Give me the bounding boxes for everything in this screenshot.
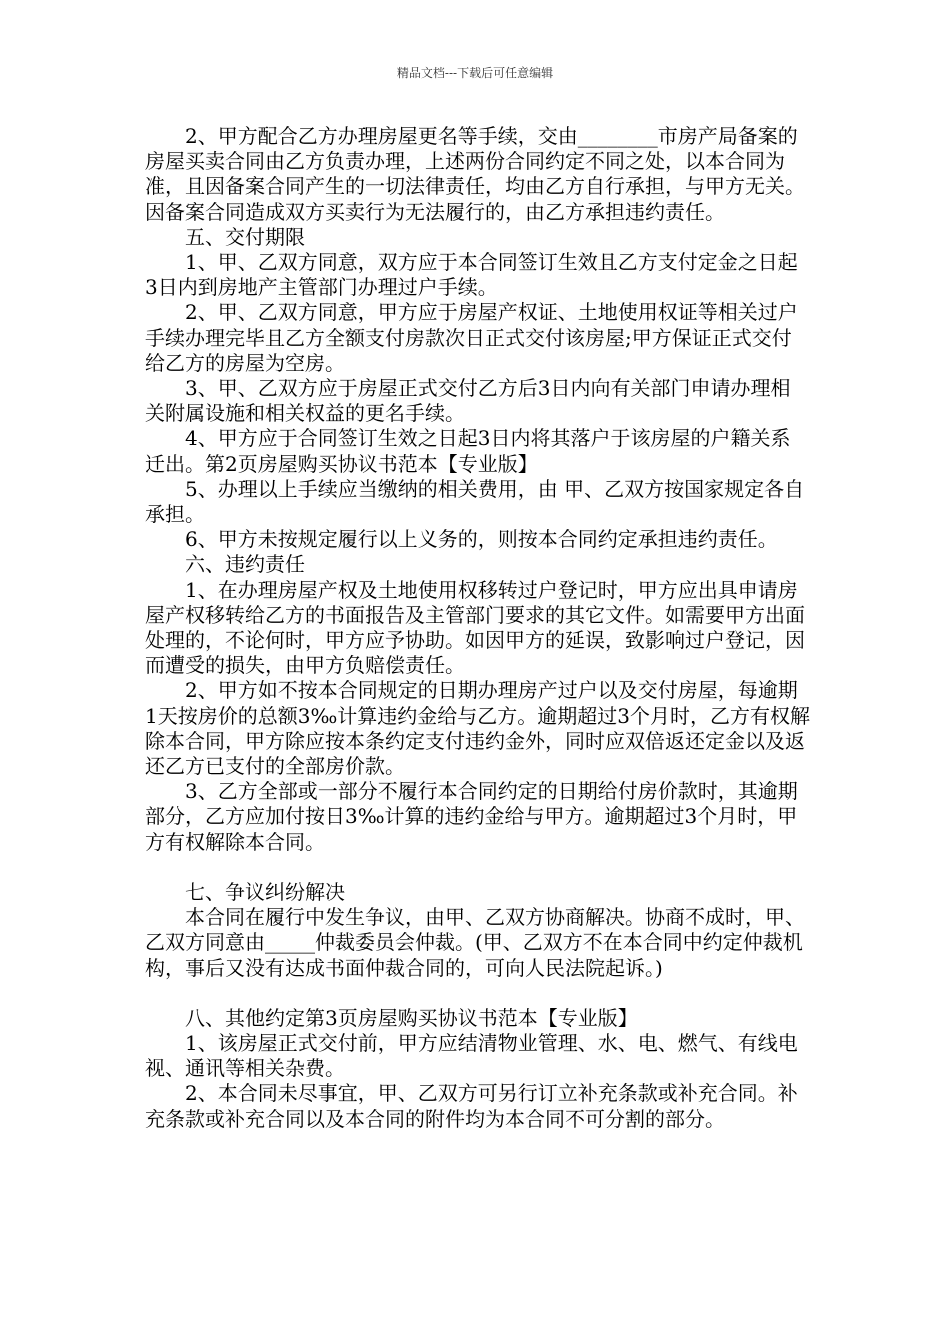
section-6-heading: 六、违约责任	[185, 552, 305, 577]
clause-6-2: 2、甲方如不按本合同规定的日期办理房产过户以及交付房屋，每逾期1天按房价的总额3‰计算违约金给与乙方。逾期超过3个月时，乙方有权解除本合同，甲方除应按本条约定支付违约金外，同时应双倍返还定金以及返还乙方已支付的全部房价款。	[145, 678, 811, 779]
page-header: 精品文档---下载后可任意编辑	[396, 66, 554, 80]
section-7-heading: 七、争议纠纷解决	[185, 879, 345, 904]
clause-4-2: 2、甲方配合乙方办理房屋更名等手续，交由________市房产局备案的房屋买卖合同由乙方负责办理，上述两份合同约定不同之处，以本合同为准，且因备案合同产生的一切法律责任，均由乙方自行承担，与甲方无关。因备案合同造成双方买卖行为无法履行的，由乙方承担违约责任。	[145, 124, 805, 224]
clause-6-3: 3、乙方全部或一部分不履行本合同约定的日期给付房价款时，其逾期部分，乙方应加付按日3‰计算的违约金给与甲方。逾期超过3个月时，甲方有权解除本合同。	[145, 779, 798, 854]
clause-5-6: 6、甲方未按规定履行以上义务的，则按本合同约定承担违约责任。	[185, 527, 778, 552]
section-spacer	[145, 981, 810, 1006]
clause-5-5: 5、办理以上手续应当缴纳的相关费用，由 甲、乙双方按国家规定各自承担。	[145, 476, 805, 527]
clause-5-1: 1、甲、乙双方同意，双方应于本合同签订生效且乙方支付定金之日起3日内到房地产主管部门办理过户手续。	[145, 250, 798, 300]
clause-8-1: 1、该房屋正式交付前，甲方应结清物业管理、水、电、燃气、有线电视、通讯等相关杂费。	[145, 1030, 798, 1081]
clause-6-1: 1、在办理房屋产权及土地使用权移转过户登记时，甲方应出具申请房屋产权移转给乙方的书面报告及主管部门要求的其它文件。如需要甲方出面处理的，不论何时，甲方应予协助。如因甲方的延误，致影响过户登记，因而遭受的损失，由甲方负赔偿责任。	[145, 577, 805, 678]
clause-5-2: 2、甲、乙双方同意，甲方应于房屋产权证、土地使用权证等相关过户手续办理完毕且乙方全额支付房款次日正式交付该房屋;甲方保证正式交付给乙方的房屋为空房。	[145, 300, 798, 375]
clause-8-2: 2、本合同未尽事宜，甲、乙双方可另行订立补充条款或补充合同。补充条款或补充合同以及本合同的附件均为本合同不可分割的部分。	[145, 1081, 798, 1131]
document-body	[145, 124, 810, 1132]
section-spacer	[145, 855, 810, 880]
section-8-heading: 八、其他约定第3页房屋购买协议书范本【专业版】	[185, 1005, 638, 1030]
section-5-heading: 五、交付期限	[185, 224, 305, 249]
clause-5-3: 3、甲、乙双方应于房屋正式交付乙方后3日内向有关部门申请办理相关附属设施和相关权益的更名手续。	[145, 376, 791, 426]
clause-7-1: 本合同在履行中发生争议，由甲、乙双方协商解决。协商不成时，甲、乙双方同意由_____仲裁委员会仲裁。(甲、乙双方不在本合同中约定仲裁机构，事后又没有达成书面仲裁合同的，可向人民法院起诉。)	[145, 905, 805, 980]
clause-5-4: 4、甲方应于合同签订生效之日起3日内将其落户于该房屋的户籍关系迁出。第2页房屋购买协议书范本【专业版】	[145, 426, 791, 476]
